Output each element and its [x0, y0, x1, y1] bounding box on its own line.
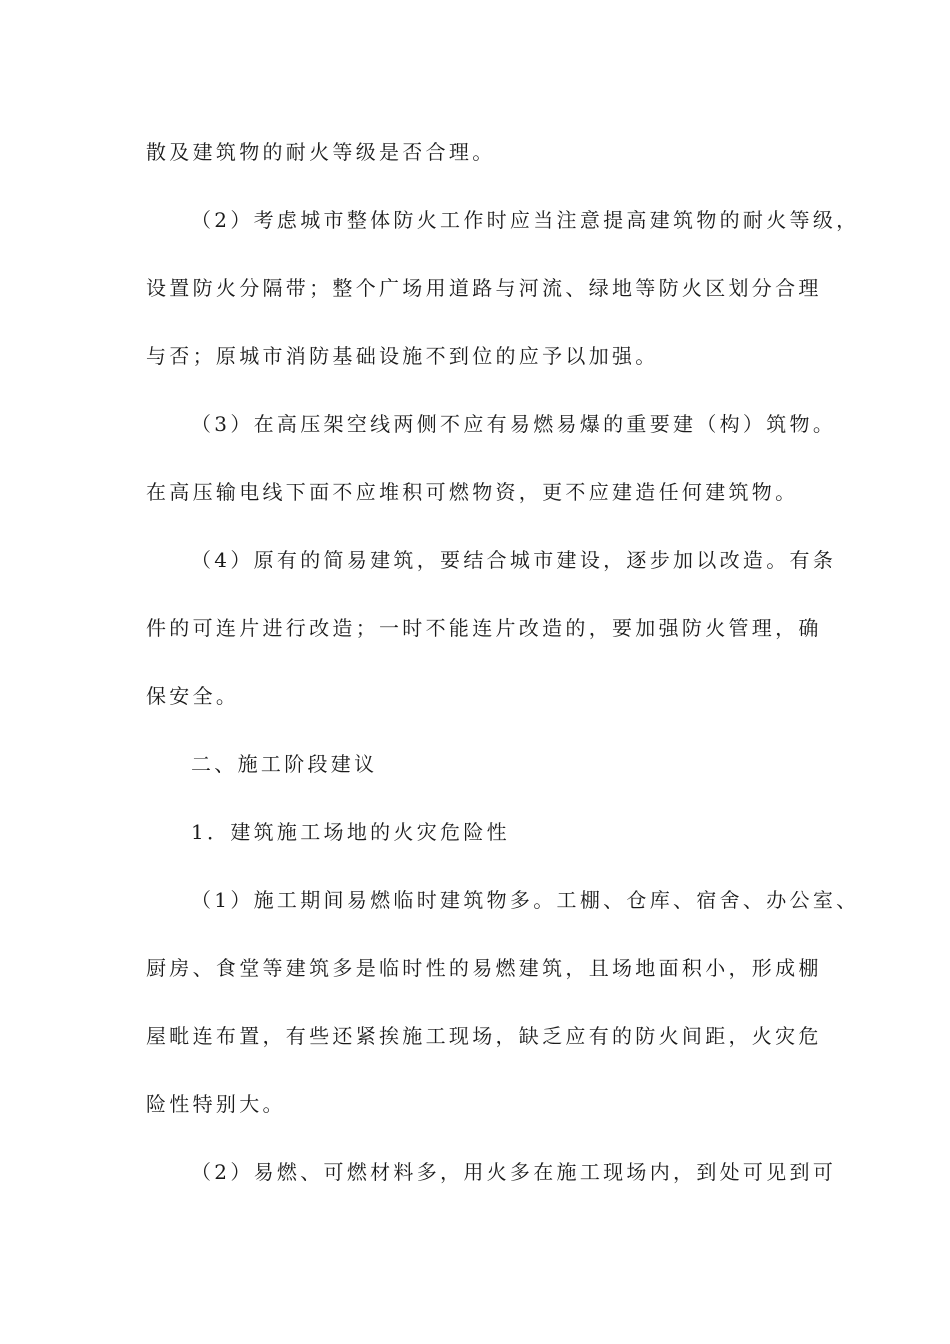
paragraph-line: （4）原有的简易建筑，要结合城市建设，逐步加以改造。有条: [191, 548, 837, 572]
paragraph-line: 设置防火分隔带；整个广场用道路与河流、绿地等防火区划分合理: [146, 276, 822, 300]
paragraph-line: （1）施工期间易燃临时建筑物多。工棚、仓库、宿舍、办公室、: [191, 888, 860, 912]
paragraph-line: 在高压输电线下面不应堆积可燃物资，更不应建造任何建筑物。: [146, 480, 799, 504]
paragraph-line: 屋毗连布置，有些还紧挨施工现场，缺乏应有的防火间距，火灾危: [146, 1024, 822, 1048]
section-heading: 二、施工阶段建议: [191, 752, 378, 776]
paragraph-line: （2）考虑城市整体防火工作时应当注意提高建筑物的耐火等级，: [191, 208, 860, 232]
paragraph-line: （2）易燃、可燃材料多，用火多在施工现场内，到处可见到可: [191, 1160, 837, 1184]
subsection-heading: 1．建筑施工场地的火灾危险性: [191, 820, 510, 844]
paragraph-line: （3）在高压架空线两侧不应有易燃易爆的重要建（构）筑物。: [191, 412, 837, 436]
paragraph-line: 件的可连片进行改造；一时不能连片改造的，要加强防火管理，确: [146, 616, 822, 640]
paragraph-line: 险性特别大。: [146, 1092, 286, 1116]
paragraph-line: 散及建筑物的耐火等级是否合理。: [146, 140, 496, 164]
paragraph-line: 厨房、食堂等建筑多是临时性的易燃建筑，且场地面积小，形成棚: [146, 956, 822, 980]
paragraph-line: 与否；原城市消防基础设施不到位的应予以加强。: [146, 344, 659, 368]
paragraph-line: 保安全。: [146, 684, 240, 708]
